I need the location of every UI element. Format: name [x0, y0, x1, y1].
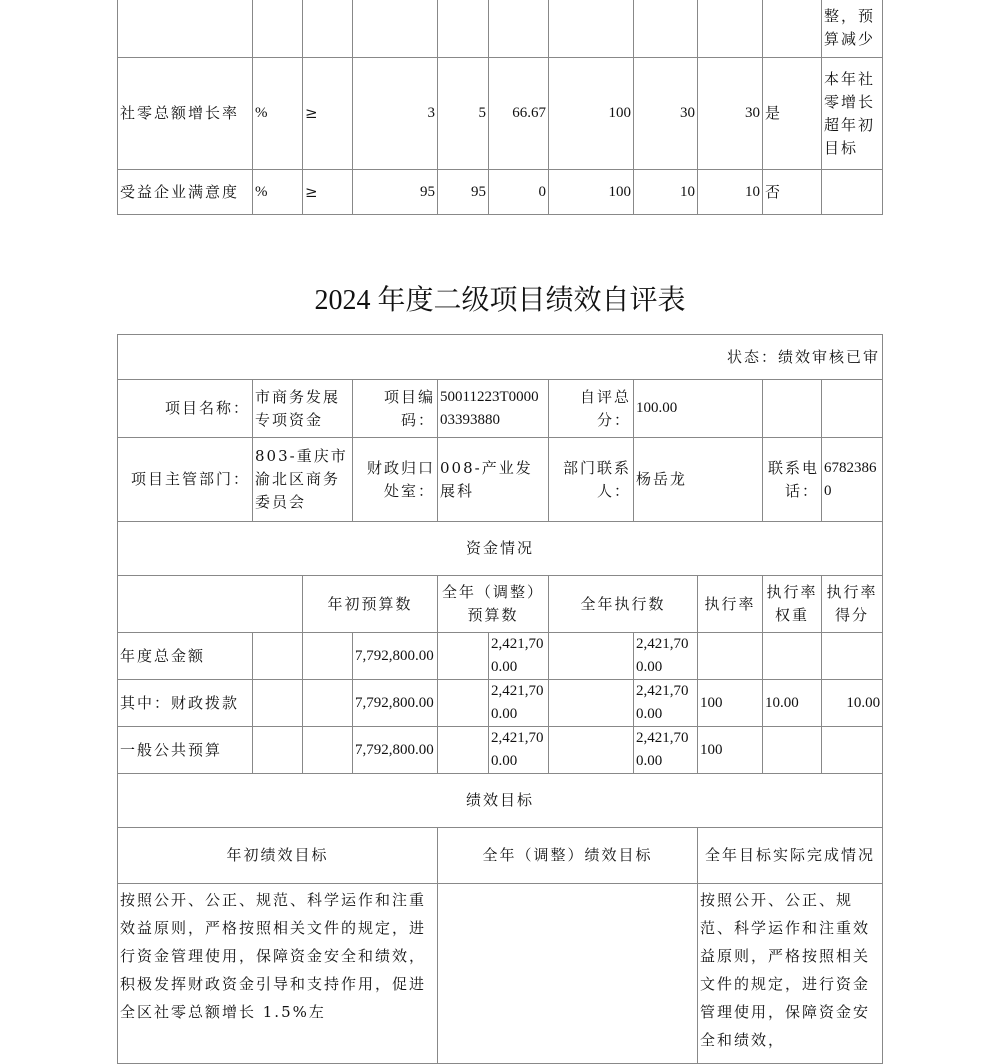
self-score-label: 自评总分： — [549, 380, 634, 438]
funds-row — [118, 633, 883, 680]
indicator-score: 10 — [698, 170, 763, 215]
project-name-label: 项目名称： — [118, 380, 253, 438]
contact-label: 部门联系人： — [549, 438, 634, 522]
info-row — [118, 438, 883, 522]
funds-initial: 7,792,800.00 — [353, 680, 438, 727]
goals-row — [118, 884, 883, 1064]
info-row — [118, 380, 883, 438]
indicator-actual: 5 — [438, 58, 489, 170]
dept-value: 803-重庆市渝北区商务委员会 — [253, 438, 353, 522]
remark-cell: 本年社零增长超年初目标 — [822, 58, 883, 170]
goals-header-actual: 全年目标实际完成情况 — [698, 828, 883, 884]
funds-initial: 7,792,800.00 — [353, 633, 438, 680]
funds-adjusted: 2,421,700.00 — [489, 727, 549, 774]
indicator-score-max: 100 — [549, 170, 634, 215]
funds-adjusted: 2,421,700.00 — [489, 680, 549, 727]
funds-row-name: 其中：财政拨款 — [118, 680, 253, 727]
funds-weight: 10.00 — [763, 680, 822, 727]
goals-initial-text: 按照公开、公正、规范、科学运作和注重效益原则，严格按照相关文件的规定，进行资金管理使用，保障资金安全和绩效，积极发挥财政资金引导和支持作用，促进全区社零总额增长 1.5%左 — [118, 884, 438, 1064]
indicator-flag: 是 — [763, 58, 822, 170]
project-name-value: 市商务发展专项资金 — [253, 380, 353, 438]
indicator-actual: 95 — [438, 170, 489, 215]
indicator-flag: 否 — [763, 170, 822, 215]
finance-office-value: 008-产业发展科 — [438, 438, 549, 522]
remark-cell — [822, 170, 883, 215]
status-badge: 状态：绩效审核已审 — [118, 335, 883, 380]
funds-score — [822, 633, 883, 680]
goals-header-adjusted: 全年（调整）绩效目标 — [438, 828, 698, 884]
funds-rate — [698, 633, 763, 680]
funds-row — [118, 727, 883, 774]
indicator-op: ≥ — [303, 170, 353, 215]
funds-rate: 100 — [698, 727, 763, 774]
indicator-score-max: 100 — [549, 58, 634, 170]
page-title: 2024 年度二级项目绩效自评表 — [314, 285, 686, 316]
goals-actual-text: 按照公开、公正、规范、科学运作和注重效益原则，严格按照相关文件的规定，进行资金管理使用，保障资金安全和绩效， — [698, 884, 883, 1064]
indicator-deviation: 0 — [489, 170, 549, 215]
project-code-value: 50011223T000003393880 — [438, 380, 549, 438]
indicator-deviation: 66.67 — [489, 58, 549, 170]
status-row — [118, 335, 883, 380]
indicator-op: ≥ — [303, 58, 353, 170]
section-row — [118, 774, 883, 828]
remark-cell: 整，预算减少 — [822, 0, 883, 58]
funds-executed: 2,421,700.00 — [634, 680, 698, 727]
funds-weight — [763, 727, 822, 774]
dept-label: 项目主管部门： — [118, 438, 253, 522]
indicator-weight: 10 — [634, 170, 698, 215]
funds-header-rate: 执行率 — [698, 576, 763, 633]
indicator-unit: % — [253, 170, 303, 215]
indicator-weight: 30 — [634, 58, 698, 170]
self-score-value: 100.00 — [634, 380, 763, 438]
phone-label: 联系电话： — [763, 438, 822, 522]
funds-header-executed: 全年执行数 — [549, 576, 698, 633]
goals-header-row — [118, 828, 883, 884]
funds-adjusted: 2,421,700.00 — [489, 633, 549, 680]
funds-executed: 2,421,700.00 — [634, 727, 698, 774]
finance-office-label: 财政归口处室： — [353, 438, 438, 522]
funds-executed: 2,421,700.00 — [634, 633, 698, 680]
funds-row-name: 一般公共预算 — [118, 727, 253, 774]
funds-weight — [763, 633, 822, 680]
evaluation-table — [117, 334, 883, 1064]
funds-header-initial: 年初预算数 — [303, 576, 438, 633]
indicator-unit: % — [253, 58, 303, 170]
goals-section-title: 绩效目标 — [118, 774, 883, 828]
funds-header-row — [118, 576, 883, 633]
section-row — [118, 522, 883, 576]
indicator-score: 30 — [698, 58, 763, 170]
indicator-target: 95 — [353, 170, 438, 215]
project-code-label: 项目编码： — [353, 380, 438, 438]
funds-header-weight: 执行率权重 — [763, 576, 822, 633]
goals-header-initial: 年初绩效目标 — [118, 828, 438, 884]
funds-header-adjusted: 全年（调整）预算数 — [438, 576, 549, 633]
funds-section-title: 资金情况 — [118, 522, 883, 576]
phone-value: 67823860 — [822, 438, 883, 522]
indicator-name: 受益企业满意度 — [118, 170, 253, 215]
funds-initial: 7,792,800.00 — [353, 727, 438, 774]
indicator-name: 社零总额增长率 — [118, 58, 253, 170]
funds-row — [118, 680, 883, 727]
funds-header-score: 执行率得分 — [822, 576, 883, 633]
funds-row-name: 年度总金额 — [118, 633, 253, 680]
goals-adjusted-text — [438, 884, 698, 1064]
funds-score: 10.00 — [822, 680, 883, 727]
table-row — [118, 170, 883, 215]
indicator-target: 3 — [353, 58, 438, 170]
contact-value: 杨岳龙 — [634, 438, 763, 522]
table-row — [118, 0, 883, 58]
funds-rate: 100 — [698, 680, 763, 727]
funds-score — [822, 727, 883, 774]
table-row — [118, 58, 883, 170]
indicator-table — [117, 0, 883, 215]
